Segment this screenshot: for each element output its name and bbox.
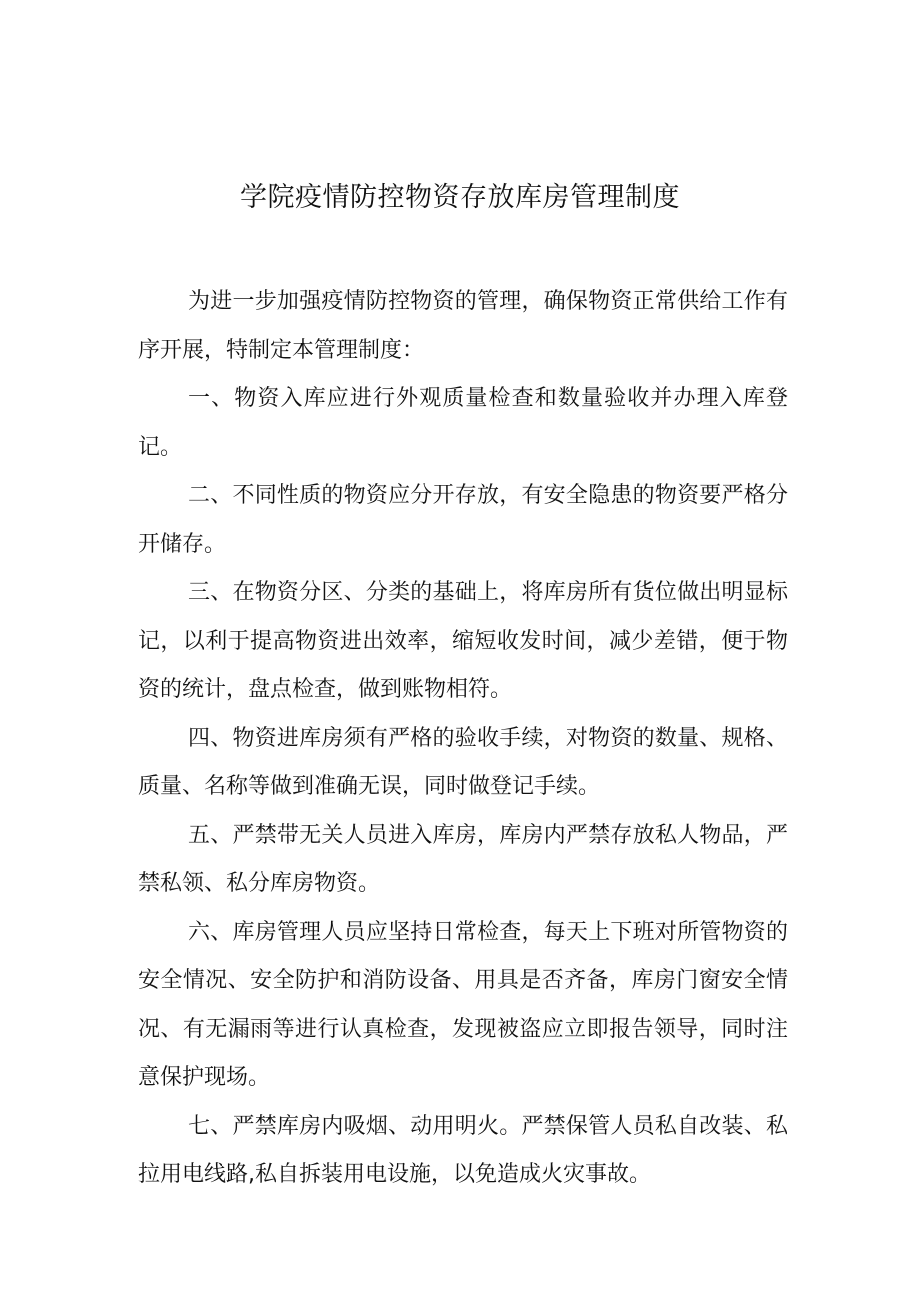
document-body <box>138 278 788 1200</box>
document-title: 学院疫情防控物资存放库房管理制度 <box>240 182 680 213</box>
rule-item-5: 五、严禁带无关人员进入库房，库房内严禁存放私人物品，严禁私领、私分库房物资。 <box>138 822 788 896</box>
rule-item-4: 四、物资进库房须有严格的验收手续，对物资的数量、规格、质量、名称等做到准确无误，同时做登记手续。 <box>138 725 788 799</box>
intro-paragraph: 为进一步加强疫情防控物资的管理，确保物资正常供给工作有序开展，特制定本管理制度： <box>138 289 788 363</box>
rule-item-2: 二、不同性质的物资应分开存放，有安全隐患的物资要严格分开储存。 <box>138 483 788 557</box>
rule-item-7: 七、严禁库房内吸烟、动用明火。严禁保管人员私自改装、私拉用电线路,私自拆装用电设施，以免造成火灾事故。 <box>138 1113 788 1187</box>
rule-item-3: 三、在物资分区、分类的基础上，将库房所有货位做出明显标记，以利于提高物资进出效率，缩短收发时间，减少差错，便于物资的统计，盘点检查，做到账物相符。 <box>138 580 788 702</box>
rule-item-1: 一、物资入库应进行外观质量检查和数量验收并办理入库登记。 <box>138 386 788 460</box>
rule-item-6: 六、库房管理人员应坚持日常检查，每天上下班对所管物资的安全情况、安全防护和消防设备、用具是否齐备，库房门窗安全情况、有无漏雨等进行认真检查，发现被盗应立即报告领导，同时注意保护现场。 <box>138 919 788 1090</box>
